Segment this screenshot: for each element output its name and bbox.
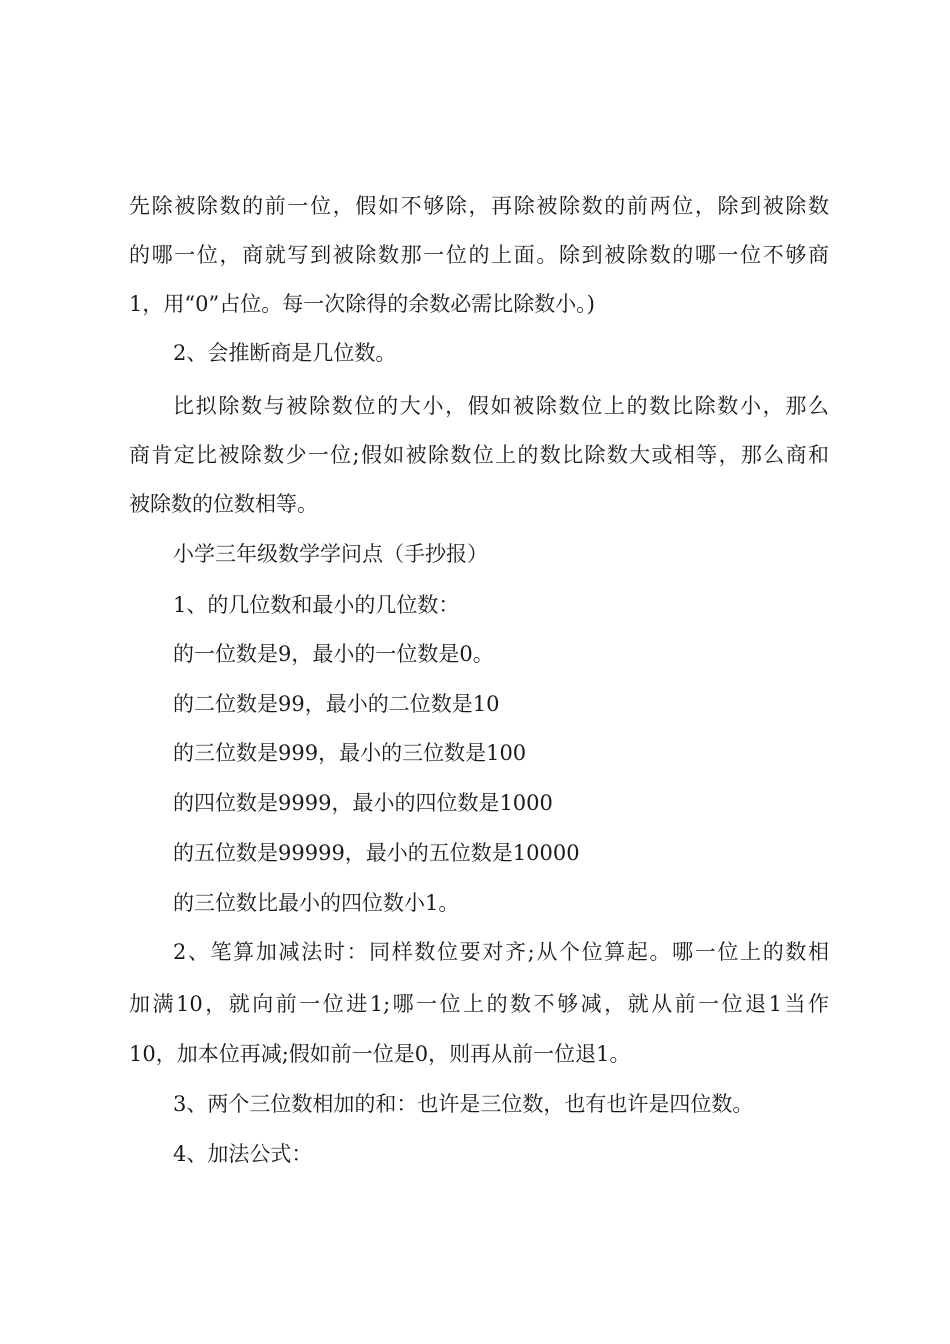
paragraph-line: 比拟除数与被除数位的大小，假如被除数位上的数比除数小，那么 xyxy=(173,394,829,418)
section-title: 小学三年级数学学问点（手抄报） xyxy=(173,542,488,566)
list-heading: 2、会推断商是几位数。 xyxy=(173,341,397,365)
list-item: 的二位数是99，最小的二位数是10 xyxy=(173,692,500,716)
list-item: 的五位数是99999，最小的五位数是10000 xyxy=(173,841,580,865)
paragraph-line: 的哪一位，商就写到被除数那一位的上面。除到被除数的哪一位不够商 xyxy=(129,243,829,267)
paragraph-line: 被除数的位数相等。 xyxy=(129,492,318,516)
paragraph-line: 1，用“0”占位。每一次除得的余数必需比除数小。) xyxy=(129,292,595,316)
paragraph-line: 加满10，就向前一位进1;哪一位上的数不够减，就从前一位退1当作 xyxy=(129,992,829,1016)
paragraph-line: 商肯定比被除数少一位;假如被除数位上的数比除数大或相等，那么商和 xyxy=(129,443,829,467)
list-heading: 1、的几位数和最小的几位数： xyxy=(173,593,460,617)
list-item: 的四位数是9999，最小的四位数是1000 xyxy=(173,791,553,815)
list-item: 的三位数是999，最小的三位数是100 xyxy=(173,741,527,765)
list-item: 的三位数比最小的四位数小1。 xyxy=(173,891,460,915)
paragraph-line: 2、笔算加减法时：同样数位要对齐;从个位算起。哪一位上的数相 xyxy=(173,940,829,964)
list-heading: 3、两个三位数相加的和：也许是三位数，也有也许是四位数。 xyxy=(173,1092,754,1116)
paragraph-line: 先除被除数的前一位，假如不够除，再除被除数的前两位，除到被除数 xyxy=(129,194,829,218)
paragraph-line: 10，加本位再减;假如前一位是0，则再从前一位退1。 xyxy=(129,1042,631,1066)
list-item: 的一位数是9，最小的一位数是0。 xyxy=(173,642,494,666)
list-heading: 4、加法公式： xyxy=(173,1142,313,1166)
